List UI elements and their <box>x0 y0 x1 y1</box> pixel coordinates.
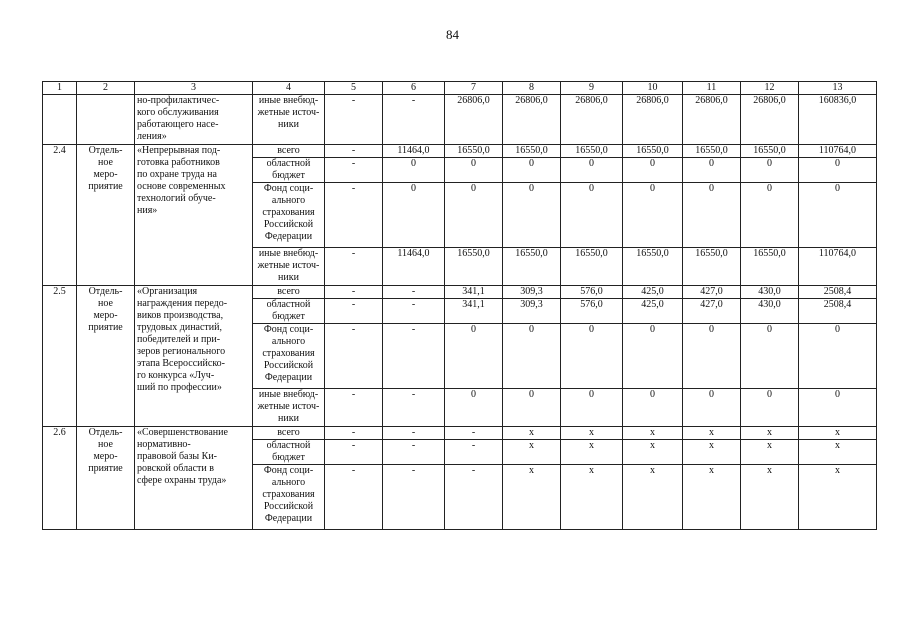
source-cell: областной бюджет <box>253 158 325 183</box>
value-cell: 16550,0 <box>445 248 503 286</box>
header-cell: 6 <box>383 82 445 95</box>
event-type-cell: Отдель- ное меро- приятие <box>77 427 135 530</box>
header-cell: 3 <box>135 82 253 95</box>
value-cell: - <box>383 299 445 324</box>
value-cell: 0 <box>445 389 503 427</box>
value-cell: 0 <box>741 324 799 389</box>
value-cell: - <box>325 286 383 299</box>
value-cell: 0 <box>503 158 561 183</box>
value-cell: х <box>503 427 561 440</box>
value-cell: - <box>325 324 383 389</box>
value-cell: - <box>383 286 445 299</box>
value-cell: - <box>383 440 445 465</box>
value-cell: х <box>799 440 877 465</box>
value-cell: 0 <box>383 158 445 183</box>
header-cell: 9 <box>561 82 623 95</box>
value-cell: 16550,0 <box>623 248 683 286</box>
value-cell: 309,3 <box>503 299 561 324</box>
value-cell: 0 <box>503 183 561 248</box>
value-cell: 427,0 <box>683 286 741 299</box>
value-cell: 26806,0 <box>503 95 561 145</box>
header-cell: 11 <box>683 82 741 95</box>
event-name-cell: но-профилактичес- кого обслуживания работающего насе- ления» <box>135 95 253 145</box>
value-cell: 16550,0 <box>561 145 623 158</box>
value-cell: х <box>561 465 623 530</box>
value-cell: 0 <box>799 389 877 427</box>
budget-table <box>42 81 877 530</box>
value-cell: х <box>799 427 877 440</box>
value-cell: 11464,0 <box>383 145 445 158</box>
value-cell: - <box>325 440 383 465</box>
source-cell: Фонд соци- ального страхования Российской Федерации <box>253 183 325 248</box>
value-cell: 110764,0 <box>799 248 877 286</box>
header-cell: 1 <box>43 82 77 95</box>
source-cell: всего <box>253 145 325 158</box>
value-cell: 425,0 <box>623 286 683 299</box>
value-cell: 0 <box>445 324 503 389</box>
value-cell: - <box>383 427 445 440</box>
source-cell: иные внебюд- жетные источ- ники <box>253 95 325 145</box>
value-cell: 16550,0 <box>741 145 799 158</box>
value-cell: 0 <box>561 183 623 248</box>
value-cell: 576,0 <box>561 299 623 324</box>
table-row <box>43 95 877 145</box>
row-number-cell: 2.6 <box>43 427 77 530</box>
value-cell: - <box>445 427 503 440</box>
value-cell: 160836,0 <box>799 95 877 145</box>
value-cell: 0 <box>561 158 623 183</box>
table-row <box>43 286 877 299</box>
value-cell: - <box>325 465 383 530</box>
source-cell: всего <box>253 286 325 299</box>
value-cell: - <box>445 465 503 530</box>
value-cell: 0 <box>561 324 623 389</box>
value-cell: - <box>383 324 445 389</box>
source-cell: Фонд соци- ального страхования Российской Федерации <box>253 465 325 530</box>
value-cell: 26806,0 <box>623 95 683 145</box>
value-cell: 0 <box>799 324 877 389</box>
value-cell: 0 <box>683 183 741 248</box>
value-cell: 2508,4 <box>799 299 877 324</box>
value-cell: - <box>325 299 383 324</box>
value-cell: 425,0 <box>623 299 683 324</box>
header-cell: 10 <box>623 82 683 95</box>
value-cell: х <box>799 465 877 530</box>
header-cell: 5 <box>325 82 383 95</box>
value-cell: х <box>741 440 799 465</box>
header-cell: 2 <box>77 82 135 95</box>
value-cell: х <box>683 465 741 530</box>
event-type-cell: Отдель- ное меро- приятие <box>77 286 135 427</box>
header-cell: 13 <box>799 82 877 95</box>
value-cell: 26806,0 <box>445 95 503 145</box>
row-number-cell <box>43 95 77 145</box>
value-cell: х <box>741 427 799 440</box>
value-cell: - <box>325 427 383 440</box>
value-cell: 0 <box>383 183 445 248</box>
value-cell: 0 <box>683 158 741 183</box>
value-cell: 16550,0 <box>561 248 623 286</box>
value-cell: х <box>503 440 561 465</box>
row-number-cell: 2.4 <box>43 145 77 286</box>
value-cell: 110764,0 <box>799 145 877 158</box>
value-cell: - <box>445 440 503 465</box>
header-row <box>43 82 877 95</box>
event-type-cell: Отдель- ное меро- приятие <box>77 145 135 286</box>
value-cell: 576,0 <box>561 286 623 299</box>
value-cell: х <box>561 427 623 440</box>
value-cell: - <box>383 465 445 530</box>
value-cell: 26806,0 <box>561 95 623 145</box>
value-cell: 26806,0 <box>741 95 799 145</box>
value-cell: 16550,0 <box>445 145 503 158</box>
value-cell: - <box>325 145 383 158</box>
value-cell: 0 <box>683 324 741 389</box>
value-cell: 16550,0 <box>741 248 799 286</box>
header-cell: 4 <box>253 82 325 95</box>
value-cell: х <box>683 440 741 465</box>
value-cell: 16550,0 <box>623 145 683 158</box>
value-cell: 341,1 <box>445 299 503 324</box>
value-cell: 0 <box>503 389 561 427</box>
row-number-cell: 2.5 <box>43 286 77 427</box>
table-row <box>43 145 877 158</box>
value-cell: 309,3 <box>503 286 561 299</box>
value-cell: 26806,0 <box>683 95 741 145</box>
value-cell: 0 <box>561 389 623 427</box>
value-cell: 0 <box>445 158 503 183</box>
source-cell: иные внебюд- жетные источ- ники <box>253 248 325 286</box>
value-cell: 0 <box>741 389 799 427</box>
value-cell: х <box>623 427 683 440</box>
value-cell: - <box>325 95 383 145</box>
value-cell: 0 <box>503 324 561 389</box>
value-cell: 341,1 <box>445 286 503 299</box>
event-type-cell <box>77 95 135 145</box>
value-cell: х <box>683 427 741 440</box>
header-cell: 7 <box>445 82 503 95</box>
value-cell: 0 <box>683 389 741 427</box>
value-cell: 0 <box>445 183 503 248</box>
value-cell: 0 <box>799 158 877 183</box>
source-cell: областной бюджет <box>253 299 325 324</box>
value-cell: 0 <box>741 158 799 183</box>
value-cell: х <box>741 465 799 530</box>
value-cell: 0 <box>741 183 799 248</box>
header-cell: 8 <box>503 82 561 95</box>
value-cell: 16550,0 <box>683 145 741 158</box>
value-cell: 11464,0 <box>383 248 445 286</box>
value-cell: - <box>325 158 383 183</box>
source-cell: всего <box>253 427 325 440</box>
value-cell: 0 <box>623 324 683 389</box>
event-name-cell: «Организация награждения передо- виков производства, трудовых династий, победителей и при- зеров регионального этапа Всероссийско- го конкурса «Луч- ший по профессии» <box>135 286 253 427</box>
value-cell: 2508,4 <box>799 286 877 299</box>
value-cell: - <box>325 183 383 248</box>
value-cell: - <box>383 389 445 427</box>
value-cell: х <box>561 440 623 465</box>
value-cell: 16550,0 <box>503 145 561 158</box>
value-cell: 430,0 <box>741 286 799 299</box>
value-cell: 16550,0 <box>503 248 561 286</box>
value-cell: 0 <box>623 389 683 427</box>
value-cell: 0 <box>799 183 877 248</box>
value-cell: х <box>503 465 561 530</box>
value-cell: 16550,0 <box>683 248 741 286</box>
event-name-cell: «Совершенствование нормативно- правовой базы Ки- ровской области в сфере охраны труда» <box>135 427 253 530</box>
value-cell: - <box>383 95 445 145</box>
value-cell: 0 <box>623 183 683 248</box>
source-cell: областной бюджет <box>253 440 325 465</box>
value-cell: - <box>325 389 383 427</box>
value-cell: 0 <box>623 158 683 183</box>
source-cell: иные внебюд- жетные источ- ники <box>253 389 325 427</box>
event-name-cell: «Непрерывная под- готовка работников по охране труда на основe современных технологий обуче- ния» <box>135 145 253 286</box>
value-cell: х <box>623 465 683 530</box>
value-cell: 427,0 <box>683 299 741 324</box>
source-cell: Фонд соци- ального страхования Российской Федерации <box>253 324 325 389</box>
table-row <box>43 427 877 440</box>
value-cell: 430,0 <box>741 299 799 324</box>
value-cell: х <box>623 440 683 465</box>
value-cell: - <box>325 248 383 286</box>
page-number: 84 <box>446 27 459 42</box>
header-cell: 12 <box>741 82 799 95</box>
